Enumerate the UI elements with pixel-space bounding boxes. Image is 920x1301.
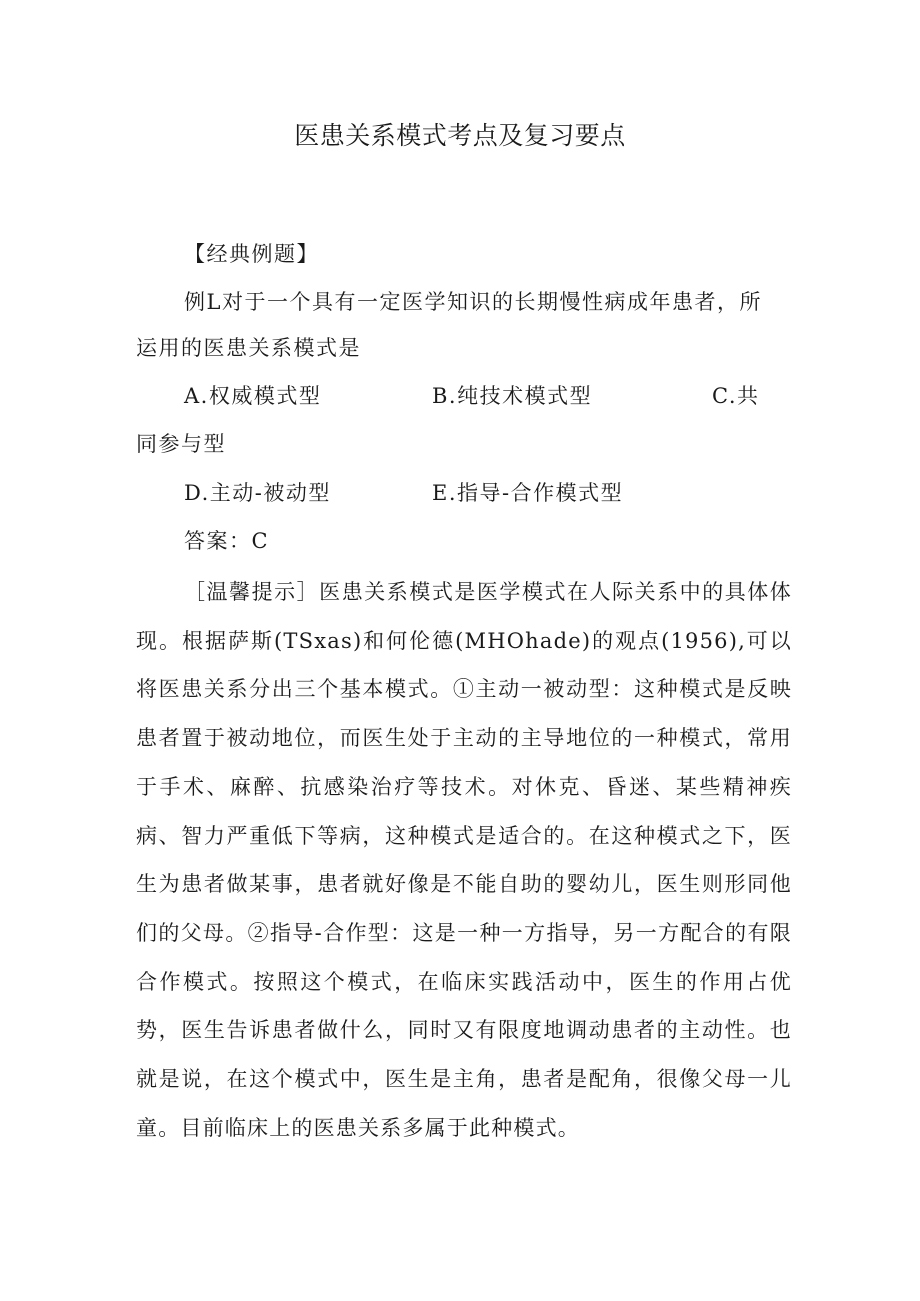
option-c-continued: 同参与型 xyxy=(136,432,226,456)
question-line-2: 运用的医患关系模式是 xyxy=(136,336,361,360)
section-label: 【经典例题】 xyxy=(184,242,319,266)
answer-line: 答案：C xyxy=(184,529,270,553)
question-line-1: 例L对于一个具有一定医学知识的长期慢性病成年患者，所 xyxy=(184,290,762,314)
option-b: B.纯技术模式型 xyxy=(432,384,593,408)
option-c: C.共 xyxy=(712,384,760,408)
tip-paragraph: ［温馨提示］医患关系模式是医学模式在人际关系中的具体体现。根据萨斯(TSxas)和何伦德(MHOhade)的观点(1956),可以将医患关系分出三个基本模式。①主动一被动型：这种模式是反映患者置于被动地位，而医生处于主动的主导地位的一种模式，常用于手术、麻醉、抗感染治疗等技术。对休克、昏迷、某些精神疾病、智力严重低下等病，这种模式是适合的。在这种模式之下，医生为患者做某事，患者就好像是不能自助的婴幼儿，医生则形同他们的父母。②指导-合作型：这是一种一方指导，另一方配合的有限合作模式。按照这个模式，在临床实践活动中，医生的作用占优势，医生告诉患者做什么，同时又有限度地调动患者的主动性。也就是说，在这个模式中，医生是主角，患者是配角，很像父母一儿童。目前临床上的医患关系多属于此种模式。 xyxy=(136,580,792,1140)
option-e: E.指导-合作模式型 xyxy=(432,481,624,505)
page-title: 医患关系模式考点及复习要点 xyxy=(294,121,626,150)
option-a: A.权威模式型 xyxy=(184,384,322,408)
option-d: D.主动-被动型 xyxy=(184,481,331,505)
